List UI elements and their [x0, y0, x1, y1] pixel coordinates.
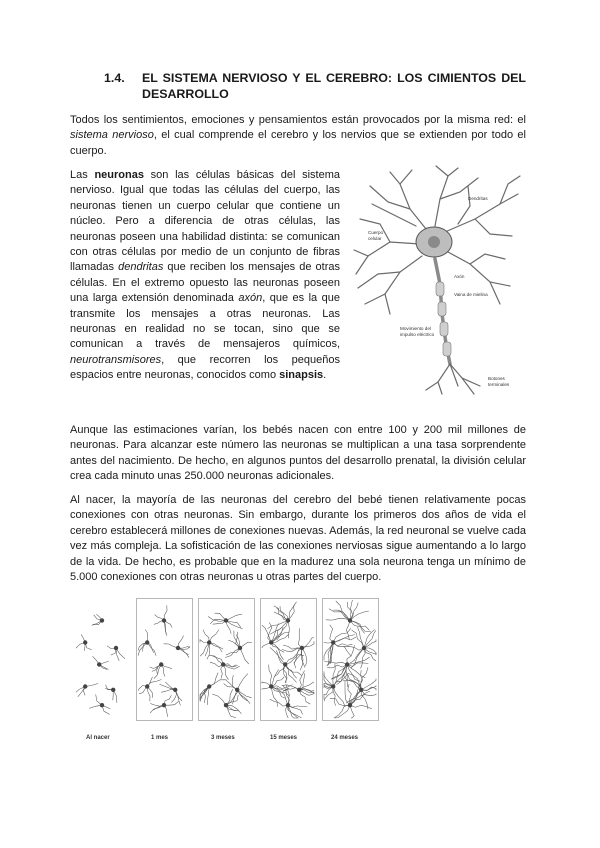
- growth-dendrite: [147, 680, 161, 687]
- growth-neuron: [97, 662, 101, 666]
- growth-dendrite: [164, 701, 179, 705]
- growth-dendrite: [270, 647, 285, 664]
- label-impulse-line1: Movimiento del: [400, 326, 431, 331]
- growth-dendrite: [271, 628, 281, 643]
- dendrite: [436, 166, 448, 176]
- growth-dendrite: [324, 662, 347, 665]
- growth-neuron: [224, 703, 228, 707]
- myelin-segment: [436, 282, 444, 296]
- growth-neuron: [235, 688, 239, 692]
- growth-neuron: [348, 618, 352, 622]
- label-cell-body-line2: celular: [368, 236, 382, 241]
- growth-neuron: [238, 646, 242, 650]
- text-span: que reciben los mensajes de otras células. En el extremo opuesto las neuronas poseen una larga extensión denominada: [70, 261, 340, 305]
- growth-neuron: [362, 646, 366, 650]
- label-myelin: Vaina de mielina: [454, 292, 488, 297]
- text-span: .: [323, 369, 327, 382]
- growth-neuron: [348, 703, 352, 707]
- growth-dendrite: [233, 690, 238, 704]
- growth-panel: [261, 599, 317, 721]
- italic-term: dendritas: [118, 261, 164, 274]
- neuron-diagram: [350, 164, 530, 396]
- italic-term: neurotransmisores: [70, 353, 162, 366]
- growth-dendrite: [298, 628, 302, 648]
- growth-dendrite: [294, 648, 302, 664]
- growth-dendrite: [347, 663, 368, 667]
- growth-dendrite: [212, 694, 226, 705]
- growth-dendrite: [226, 614, 242, 620]
- growth-dendrite: [350, 621, 369, 631]
- growth-dendrite: [209, 680, 226, 687]
- growth-neuron: [162, 618, 166, 622]
- growth-dendrite: [334, 705, 350, 718]
- section-title: EL SISTEMA NERVIOSO Y EL CEREBRO: LOS CIMIENTOS DEL DESARROLLO: [142, 71, 526, 101]
- dendrite: [365, 256, 422, 304]
- growth-dendrite: [358, 627, 365, 648]
- growth-dendrite: [350, 621, 365, 634]
- growth-dendrite: [364, 630, 376, 648]
- growth-dendrite: [288, 621, 289, 639]
- caption-15-months: 15 meses: [270, 735, 298, 741]
- label-impulse-line2: impulso eléctrico: [400, 332, 435, 337]
- text-span: Las: [70, 169, 95, 181]
- growth-neuron: [159, 662, 163, 666]
- growth-neuron: [207, 684, 211, 688]
- text-span: , que es la que transmite los mensajes a otras neuronas. Las neuronas en realidad no se tocan, sino que se comunican a través de mensajeros químicos,: [70, 292, 340, 351]
- growth-dendrite: [333, 628, 351, 642]
- italic-term: sistema nervioso: [70, 129, 154, 142]
- growth-neuron: [286, 618, 290, 622]
- growth-neuron: [100, 703, 104, 707]
- growth-dendrite: [285, 648, 299, 664]
- growth-dendrite: [271, 687, 277, 707]
- growth-dendrite: [209, 630, 219, 643]
- dendrite: [475, 219, 512, 236]
- growth-dendrite: [330, 625, 334, 643]
- paragraph-connections: Al nacer, la mayoría de las neuronas del cerebro del bebé tienen relativamente pocas conexiones con otras neuronas. Sin embargo, durante los primeros dos años de vida el cerebro establecerá millones de conexiones nuevas. Además, la red neuronal se vuelve cada vez más compleja. La sofisticación de las conexiones nerviosas sigue aumentando a lo largo de la vida. De hecho, es probable que en la madurez una sola neurona tenga un mínimo de 5.000 conexiones con otras neuronas u otras partes del cuerpo.: [70, 494, 526, 584]
- growth-dendrite: [331, 665, 347, 679]
- growth-dendrite: [240, 648, 249, 664]
- growth-dendrite: [208, 617, 226, 622]
- dendrite: [385, 294, 390, 314]
- growth-dendrite: [209, 673, 218, 687]
- growth-dendrite: [364, 648, 376, 661]
- axon-terminal: [438, 382, 442, 394]
- growth-neuron: [176, 646, 180, 650]
- growth-panel: [199, 599, 255, 721]
- myelin-segment: [443, 342, 451, 356]
- dendrite: [490, 282, 500, 304]
- growth-dendrite: [262, 625, 271, 642]
- growth-dendrite: [164, 605, 167, 620]
- growth-neuron: [114, 646, 118, 650]
- paragraph-neurons: [70, 168, 340, 384]
- paragraph-intro: [70, 113, 526, 159]
- caption-3-months: 3 meses: [211, 735, 235, 741]
- growth-dendrite: [270, 699, 288, 706]
- growth-dendrite: [210, 620, 226, 624]
- growth-neuron: [83, 640, 87, 644]
- growth-dendrite: [147, 643, 156, 656]
- text-span: son las células básicas del sistema nervioso. Igual que todas las células del cuerpo, las neuronas tienen un cuerpo celular que contiene un núcleo. Pero a diferencia de otras células, las neuronas poseen una habilidad distinta: se comunican con otras células por medio de un conjunto de fibras llamadas: [70, 169, 341, 274]
- dendrite: [500, 176, 520, 204]
- growth-dendrite: [280, 606, 288, 620]
- label-dendrites: Dendritas: [468, 196, 488, 201]
- section-number: 1.4.: [104, 71, 125, 85]
- text-span: Todos los sentimientos, emociones y pensamientos están provocados por la misma red: el: [70, 114, 526, 126]
- growth-dendrite: [276, 651, 285, 665]
- growth-dendrite: [333, 674, 347, 687]
- dendrite: [470, 254, 505, 264]
- label-terminals-line2: terminales: [488, 382, 510, 387]
- dendrite: [358, 272, 400, 288]
- dendrite: [354, 250, 368, 256]
- growth-dendrite: [324, 687, 333, 702]
- growth-neuron: [100, 618, 104, 622]
- dendrite: [356, 242, 420, 274]
- label-terminals-line1: Botones: [488, 376, 505, 381]
- growth-neuron: [269, 684, 273, 688]
- growth-dendrite: [209, 655, 223, 664]
- myelin-segment: [440, 322, 448, 336]
- growth-dendrite: [350, 705, 372, 709]
- growth-dendrite: [209, 643, 223, 650]
- caption-24-months: 24 meses: [331, 735, 359, 741]
- growth-dendrite: [270, 621, 288, 635]
- growth-dendrite: [333, 643, 352, 646]
- growth-neuron: [83, 684, 87, 688]
- bold-term: neuronas: [94, 169, 144, 181]
- growth-neuron: [224, 618, 228, 622]
- growth-neuron: [162, 703, 166, 707]
- growth-neuron: [331, 640, 335, 644]
- growth-dendrite: [159, 684, 175, 690]
- growth-dendrite: [226, 680, 237, 690]
- growth-neuron: [300, 646, 304, 650]
- caption-birth: Al nacer: [86, 735, 110, 741]
- italic-term: axón: [238, 292, 263, 305]
- growth-dendrite: [299, 682, 314, 690]
- label-axon: Axón: [454, 274, 465, 279]
- bold-term: sinapsis: [279, 369, 324, 382]
- dendrite: [448, 252, 510, 286]
- label-cell-body-line1: Cuerpo: [368, 230, 384, 235]
- growth-neuron: [297, 688, 301, 692]
- growth-dendrite: [208, 687, 210, 705]
- growth-dendrite: [147, 687, 150, 702]
- growth-dendrite: [237, 690, 247, 701]
- growth-dendrite: [324, 674, 333, 687]
- growth-dendrite: [299, 690, 310, 704]
- caption-1-month: 1 mes: [151, 735, 169, 741]
- growth-neuron: [331, 684, 335, 688]
- growth-dendrite: [271, 669, 278, 686]
- growth-neuron: [345, 662, 349, 666]
- growth-neuron: [283, 662, 287, 666]
- neural-growth-figure: [74, 598, 390, 732]
- growth-neuron: [145, 640, 149, 644]
- axon-terminal: [426, 364, 450, 390]
- growth-dendrite: [237, 674, 248, 690]
- growth-dendrite: [326, 618, 350, 620]
- growth-neuron: [286, 703, 290, 707]
- text-span: , el cual comprende el cerebro y los nervios que se extienden por todo el cuerpo.: [70, 129, 526, 157]
- growth-dendrite: [269, 665, 272, 687]
- growth-neuron: [221, 662, 225, 666]
- growth-dendrite: [347, 645, 355, 665]
- growth-neuron: [145, 684, 149, 688]
- growth-neuron: [111, 688, 115, 692]
- growth-neuron: [269, 640, 273, 644]
- growth-dendrite: [330, 698, 350, 706]
- growth-dendrite: [150, 705, 164, 713]
- section-heading: [104, 70, 526, 102]
- growth-dendrite: [352, 630, 364, 648]
- myelin-segment: [438, 302, 446, 316]
- growth-dendrite: [164, 644, 178, 648]
- growth-neuron: [173, 688, 177, 692]
- growth-panel: [137, 599, 193, 721]
- growth-dendrite: [336, 601, 350, 621]
- axon-terminal: [450, 364, 458, 386]
- paragraph-birth-neurons: Aunque las estimaciones varían, los bebés nacen con entre 100 y 200 mil millones de neuronas. Para alcanzar este número las neuronas se multiplican a una tasa sorprendente antes del nacimiento. De hecho, en algunos puntos del desarrollo prenatal, la división celular crea cada minuto unas 250.000 neuronas adicionales.: [70, 424, 526, 483]
- growth-panel: [323, 599, 379, 721]
- nucleus: [428, 236, 440, 248]
- text-span: , que recorren los pequeños espacios entre neuronas, conocidos como: [70, 353, 340, 382]
- dendrite: [400, 170, 412, 184]
- growth-neuron: [207, 640, 211, 644]
- growth-panel: [76, 614, 125, 714]
- dendrite: [390, 172, 430, 234]
